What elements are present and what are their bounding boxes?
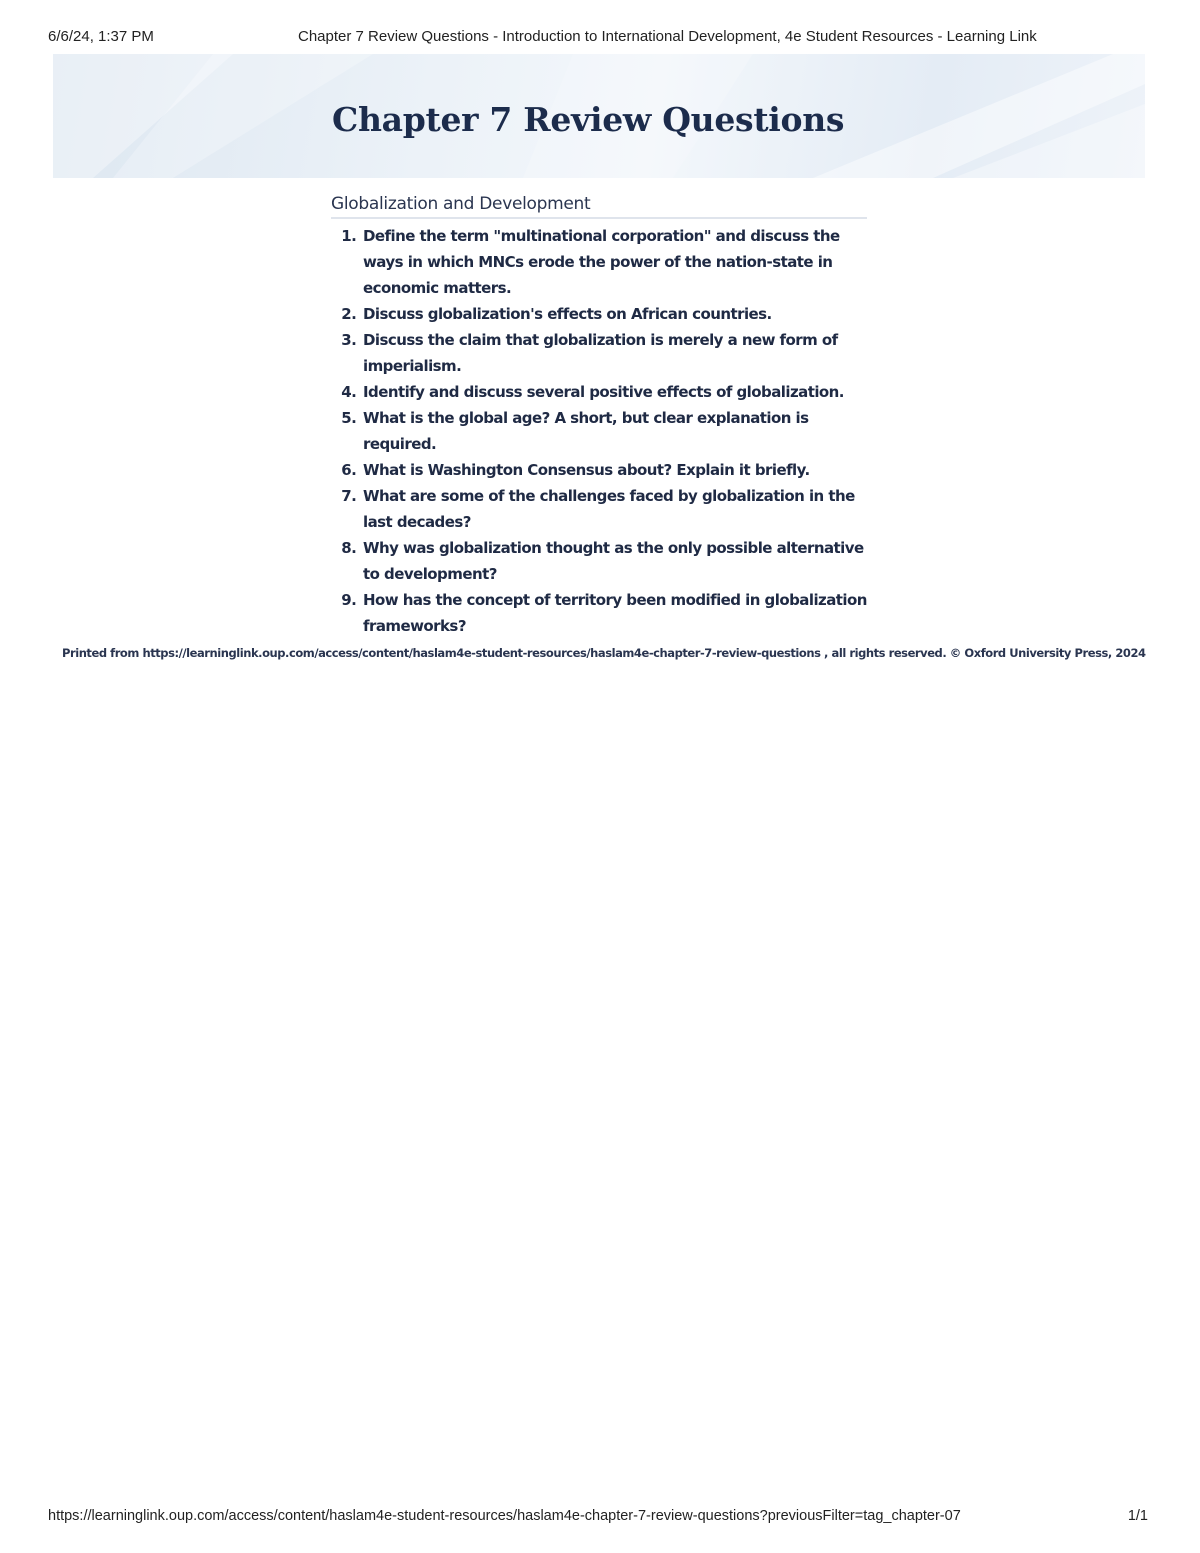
list-item: 9. How has the concept of territory been modified in globalization frameworks? [361,587,867,639]
section-heading: Globalization and Development [331,194,867,219]
list-item: 3. Discuss the claim that globalization is merely a new form of imperialism. [361,327,867,379]
list-item: 5. What is the global age? A short, but clear explanation is required. [361,405,867,457]
print-footer [48,1508,1148,1528]
list-item: 6. What is Washington Consensus about? Explain it briefly. [361,457,867,483]
print-header [48,28,1152,48]
review-questions-list [331,223,867,639]
page-title: Chapter 7 Review Questions [332,100,845,139]
page-number: 1/1 [1127,1508,1148,1524]
print-date: 6/6/24, 1:37 PM [48,28,154,45]
print-url: https://learninglink.oup.com/access/content/haslam4e-student-resources/haslam4e-chapter-7-review-questions?previousFilter=tag_chapter-07 [48,1508,961,1524]
list-item: 1. Define the term "multinational corporation" and discuss the ways in which MNCs erode the power of the nation-state in economic matters. [361,223,867,301]
main-content [331,194,867,639]
list-item: 4. Identify and discuss several positive effects of globalization. [361,379,867,405]
page-banner [53,54,1145,178]
list-item: 8. Why was globalization thought as the only possible alternative to development? [361,535,867,587]
copyright-note: Printed from https://learninglink.oup.com/access/content/haslam4e-student-resources/haslam4e-chapter-7-review-questions , all rights reserved. © Oxford University Press, 2024 [62,646,1146,660]
list-item: 2. Discuss globalization's effects on African countries. [361,301,867,327]
print-document-title: Chapter 7 Review Questions - Introduction to International Development, 4e Student Resources - Learning Link [298,28,1037,45]
list-item: 7. What are some of the challenges faced by globalization in the last decades? [361,483,867,535]
